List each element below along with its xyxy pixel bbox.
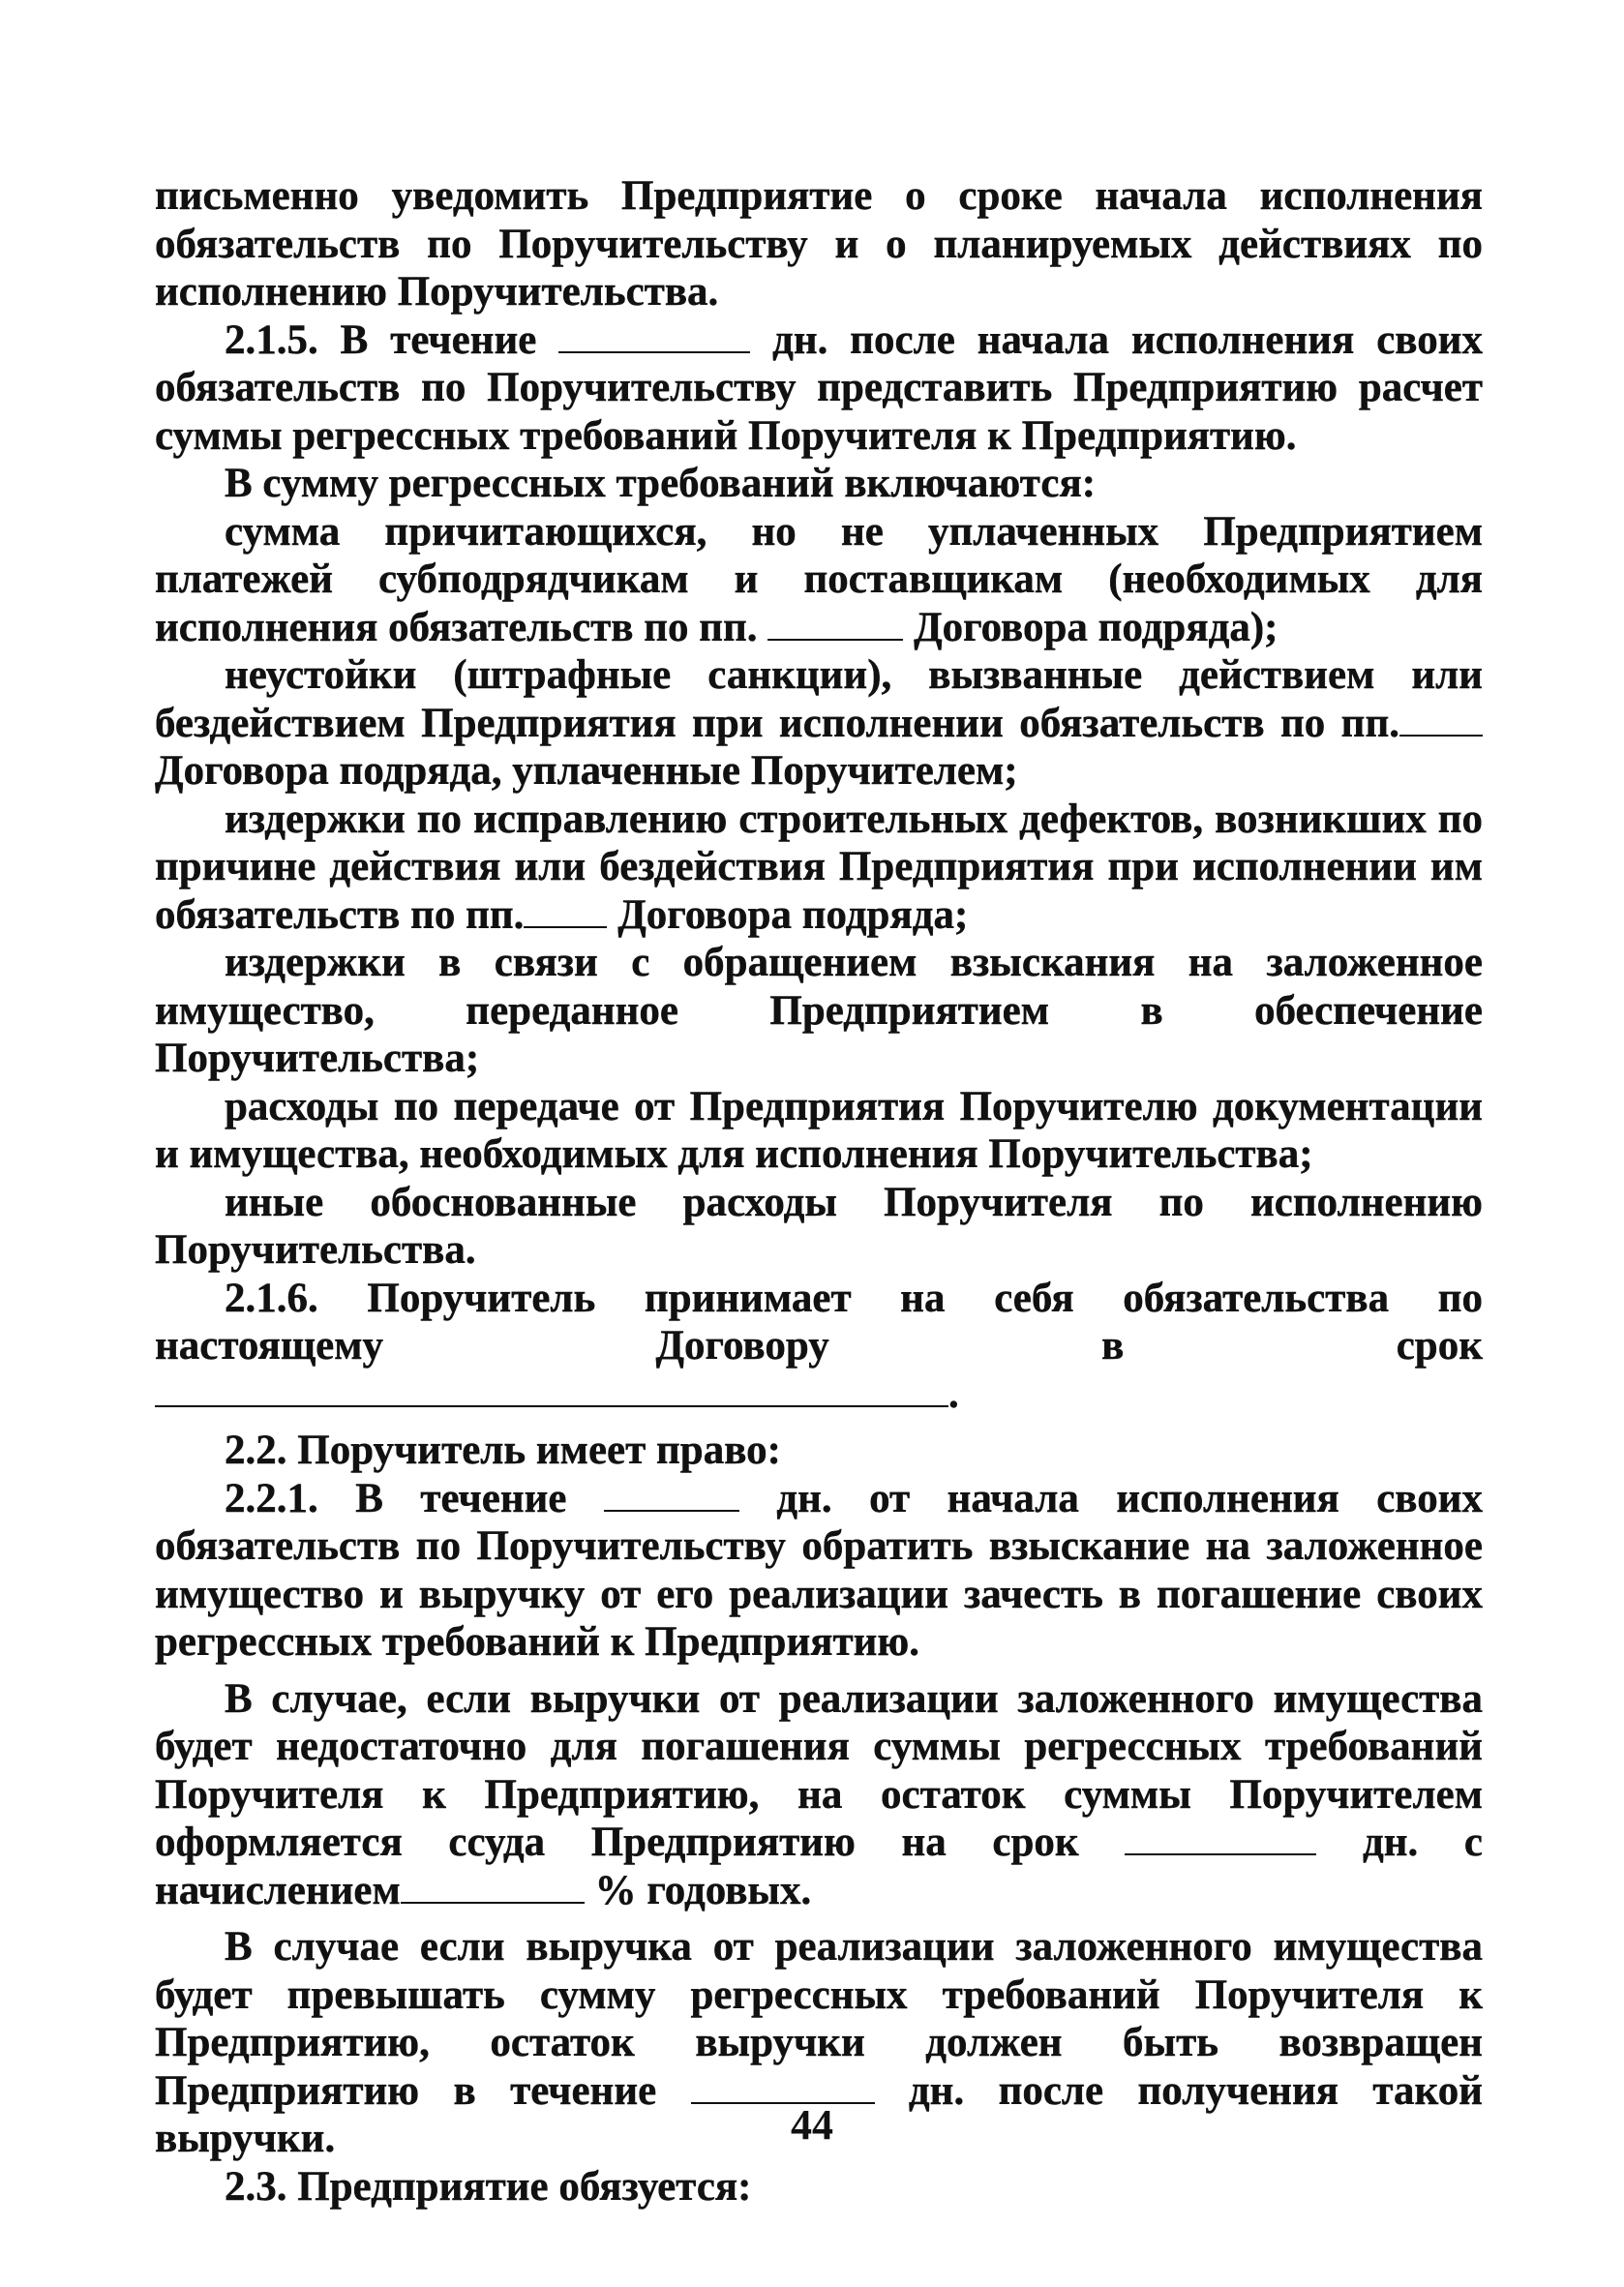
paragraph-text: сумма причитающихся, но не уплаченных Предприятием платежей субподрядчикам и поставщикам (необходимых для исполнения обязательств по пп. (155, 508, 1483, 650)
clause-2-2 (155, 1427, 1483, 1475)
page-number: 44 (791, 2101, 833, 2149)
paragraph-text: издержки в связи с обращением взыскания на заложенное имущество, переданное Предприятием в обеспечение Поручительства; (155, 940, 1483, 1081)
clause-2-3 (155, 2163, 1483, 2212)
clause-text: В течение (317, 1475, 604, 1521)
list-item-other-costs (155, 1179, 1483, 1275)
clause-number: 2.3. (225, 2163, 287, 2210)
list-item-transfer-costs (155, 1083, 1483, 1179)
paragraph-text: дн. с начислением (155, 1820, 1483, 1913)
clause-number: 2.2. (225, 1428, 287, 1473)
clause-text: Поручитель принимает на себя обязательства по настоящему Договору в срок (155, 1275, 1483, 1369)
paragraph-text: Договора подряда, уплаченные Поручителем; (155, 748, 1018, 794)
clause-text: . (948, 1370, 959, 1417)
list-item-penalties (155, 651, 1483, 796)
clause-2-1-6 (155, 1275, 1483, 1419)
clause-number: 2.2.1. (225, 1475, 318, 1521)
paragraph-insufficient-proceeds (155, 1675, 1483, 1915)
fill-in-blank (155, 1372, 948, 1407)
paragraph-notify (155, 172, 1483, 316)
paragraph-text: расходы по передаче от Предприятия Поручителю документации и имущества, необходимых для исполнения Поручительства; (155, 1083, 1483, 1177)
fill-in-blank (1125, 1821, 1316, 1855)
clause-text: Поручитель имеет право: (286, 1428, 781, 1473)
clause-2-2-1 (155, 1475, 1483, 1667)
paragraph-text: % годовых. (584, 1867, 812, 1913)
fill-in-blank (558, 318, 750, 353)
clause-number: 2.1.5. (225, 316, 318, 363)
fill-in-blank (524, 893, 607, 928)
paragraph-text: неустойки (штрафные санкции), вызванные действием или бездействием Предприятия при исполнении обязательств по пп. (155, 652, 1483, 746)
paragraph-text: дн. после получения такой выручки. (155, 2067, 1483, 2161)
paragraph-text: В случае, если выручки от реализации заложенного имущества будет недостаточно для погашения суммы регрессных требований Поручителя к Предприятию, на остаток суммы Поручителем оформляется ссуда Предприятию на срок (155, 1675, 1483, 1865)
clause-2-1-5 (155, 316, 1483, 461)
paragraph-regress-intro (155, 460, 1483, 508)
clause-text: дн. от начала исполнения своих обязательств по Поручительству обратить взыскание на заложенное имущество и выручку от его реализации зачесть в погашение своих регрессных требований к Предприятию. (155, 1475, 1484, 1665)
paragraph-text: иные обоснованные расходы Поручителя по исполнению Поручительства. (155, 1179, 1483, 1273)
list-item-collateral (155, 939, 1483, 1083)
paragraph-text: издержки по исправлению строительных дефектов, возникших по причине действия или бездействия Предприятия при исполнении им обязательств по пп. (155, 796, 1483, 938)
paragraph-text: письменно уведомить Предприятие о сроке начала исполнения обязательств по Поручительству и о планируемых действиях по исполнению Поручительства. (155, 173, 1483, 315)
document-page (155, 172, 1483, 2211)
paragraph-text: Договора подряда); (903, 604, 1278, 650)
fill-in-blank (401, 1869, 585, 1904)
clause-number: 2.1.6. (225, 1275, 318, 1321)
fill-in-blank (1399, 702, 1483, 737)
paragraph-text: Договора подряда; (607, 891, 969, 938)
paragraph-text: В случае если выручка от реализации заложенного имущества будет превышать сумму регрессных требований Поручителя к Предприятию, остаток выручки должен быть возвращен Предприятию в течение (155, 1924, 1483, 2114)
fill-in-blank (604, 1477, 739, 1512)
paragraph-text: В сумму регрессных требований включаются: (225, 461, 1097, 506)
list-item-defects (155, 796, 1483, 940)
clause-text: дн. после начала исполнения своих обязательств по Поручительству представить Предприятию расчет суммы регрессных требований Поручителя к Предприятию. (155, 316, 1483, 459)
fill-in-blank (691, 2069, 875, 2104)
list-item-payments (155, 508, 1483, 652)
clause-text: Предприятие обязуется: (286, 2163, 752, 2210)
clause-text: В течение (317, 316, 559, 363)
fill-in-blank (767, 606, 903, 641)
